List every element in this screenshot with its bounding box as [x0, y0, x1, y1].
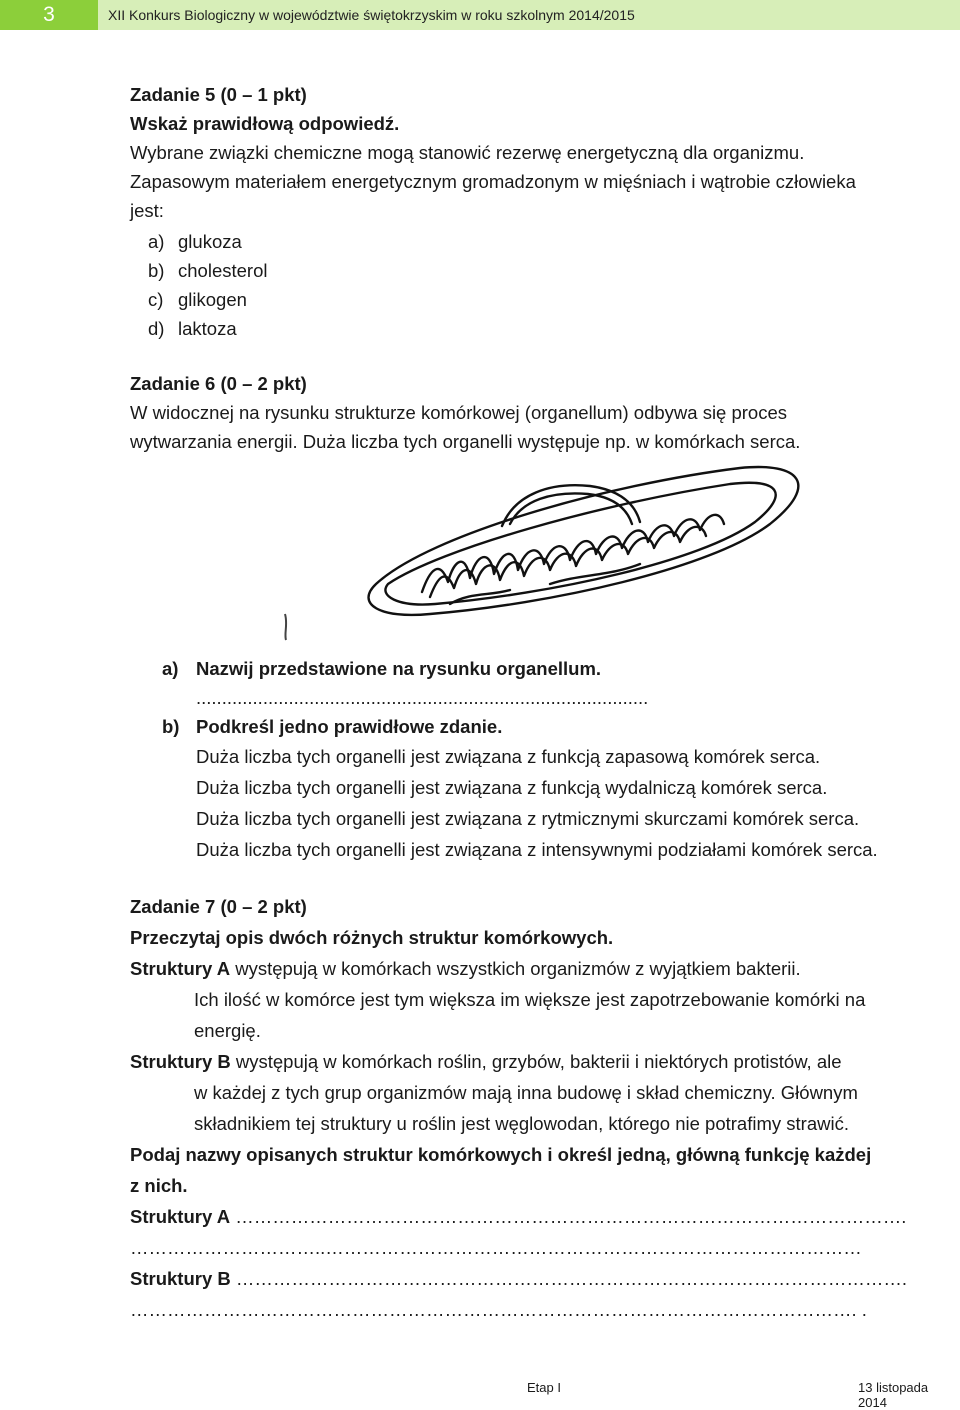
page-number: 3 — [0, 0, 98, 30]
structure-b-text: występują w komórkach roślin, grzybów, bakterii i niektórych protistów, ale — [230, 1051, 842, 1072]
sentence-option[interactable]: Duża liczba tych organelli jest związana z rytmicznymi skurczami komórek serca. — [196, 808, 860, 829]
task7-question-2: z nich. — [130, 1175, 188, 1196]
answer-line[interactable]: ........................................................................................ — [196, 687, 649, 708]
spacer — [130, 865, 940, 891]
task5-instruction: Wskaż prawidłową odpowiedź. — [130, 113, 400, 134]
page-header — [0, 0, 960, 30]
task6-text-1: W widocznej na rysunku strukturze komórkowej (organellum) odbywa się proces — [130, 402, 788, 423]
mitochondrion-figure — [130, 464, 940, 654]
task5-text-2: Zapasowym materiałem energetycznym gromadzonym w mięśniach i wątrobie człowieka — [130, 171, 856, 192]
answer-a-line-2[interactable]: …………………………..…………………………………………………………………………… — [130, 1237, 862, 1258]
answer-a-label: Struktury A — [130, 1206, 231, 1227]
task7 — [130, 891, 940, 1325]
structure-b-description — [130, 1046, 940, 1077]
sentence-option[interactable]: Duża liczba tych organelli jest związana z intensywnymi podziałami komórek serca. — [196, 839, 878, 860]
answer-a-dots: ………………………………………………………………………………………………. — [230, 1206, 907, 1227]
structure-a-label: Struktury A — [130, 958, 231, 979]
question-a — [162, 654, 940, 683]
spacer — [130, 343, 940, 369]
structure-a-text-3: energię. — [194, 1020, 261, 1041]
option-letter: c) — [148, 289, 164, 310]
task5-options — [130, 227, 940, 343]
header-title: XII Konkurs Biologiczny w województwie świętokrzyskim w roku szkolnym 2014/2015 — [98, 0, 960, 30]
sentence-option[interactable]: Duża liczba tych organelli jest związana z funkcją zapasową komórek serca. — [196, 746, 821, 767]
option-a[interactable] — [148, 227, 940, 256]
footer-stage: Etap I — [527, 1380, 561, 1395]
option-text: laktoza — [178, 318, 237, 339]
task5-text-1: Wybrane związki chemiczne mogą stanowić rezerwę energetyczną dla organizmu. — [130, 142, 805, 163]
question-b — [162, 712, 940, 741]
mitochondrion-drawing — [130, 464, 940, 654]
task5-heading: Zadanie 5 (0 – 1 pkt) — [130, 84, 307, 105]
option-d[interactable] — [148, 314, 940, 343]
structure-a-text: występują w komórkach wszystkich organizmów z wyjątkiem bakterii. — [230, 958, 801, 979]
answer-b-label: Struktury B — [130, 1268, 231, 1289]
task7-heading: Zadanie 7 (0 – 2 pkt) — [130, 896, 307, 917]
option-text: glukoza — [178, 231, 242, 252]
answer-b-line-2[interactable]: ………………………………………………………………………………………………………. . — [130, 1299, 867, 1320]
option-letter: d) — [148, 318, 165, 339]
option-letter: a) — [148, 231, 165, 252]
question-text: Podkreśl jedno prawidłowe zdanie. — [196, 716, 503, 737]
structure-b-label: Struktury B — [130, 1051, 231, 1072]
answer-a-row[interactable] — [130, 1201, 940, 1232]
option-b[interactable] — [148, 256, 940, 285]
task5-text-3: jest: — [130, 200, 164, 221]
option-letter: b) — [148, 260, 165, 281]
question-letter: a) — [162, 658, 179, 679]
question-letter: b) — [162, 716, 180, 737]
structure-b-text-3: składnikiem tej struktury u roślin jest węglowodan, którego nie potrafimy strawić. — [194, 1113, 849, 1134]
task7-instruction: Przeczytaj opis dwóch różnych struktur komórkowych. — [130, 927, 614, 948]
sentence-option[interactable]: Duża liczba tych organelli jest związana z funkcją wydalniczą komórek serca. — [196, 777, 828, 798]
option-text: glikogen — [178, 289, 247, 310]
sentence-list — [162, 741, 940, 865]
structure-b-text-2: w każdej z tych grup organizmów mają inna budowę i skład chemiczny. Głównym — [194, 1082, 858, 1103]
structure-a-description — [130, 953, 940, 984]
page-footer — [0, 1380, 960, 1410]
answer-b-dots: ………………………………………………………………………………………………. — [230, 1268, 908, 1289]
footer-date: 13 listopada 2014 — [858, 1380, 929, 1410]
structure-a-text-2: Ich ilość w komórce jest tym większa im większe jest zapotrzebowanie komórki na — [194, 989, 866, 1010]
question-text: Nazwij przedstawione na rysunku organellum. — [196, 658, 602, 679]
page-content — [130, 80, 940, 1325]
answer-b-row[interactable] — [130, 1263, 940, 1294]
task6-text-2: wytwarzania energii. Duża liczba tych organelli występuje np. w komórkach serca. — [130, 431, 801, 452]
task6-heading: Zadanie 6 (0 – 2 pkt) — [130, 373, 307, 394]
task7-question-1: Podaj nazwy opisanych struktur komórkowych i określ jedną, główną funkcję każdej — [130, 1144, 872, 1165]
option-c[interactable] — [148, 285, 940, 314]
option-text: cholesterol — [178, 260, 268, 281]
task6-questions — [130, 654, 940, 865]
